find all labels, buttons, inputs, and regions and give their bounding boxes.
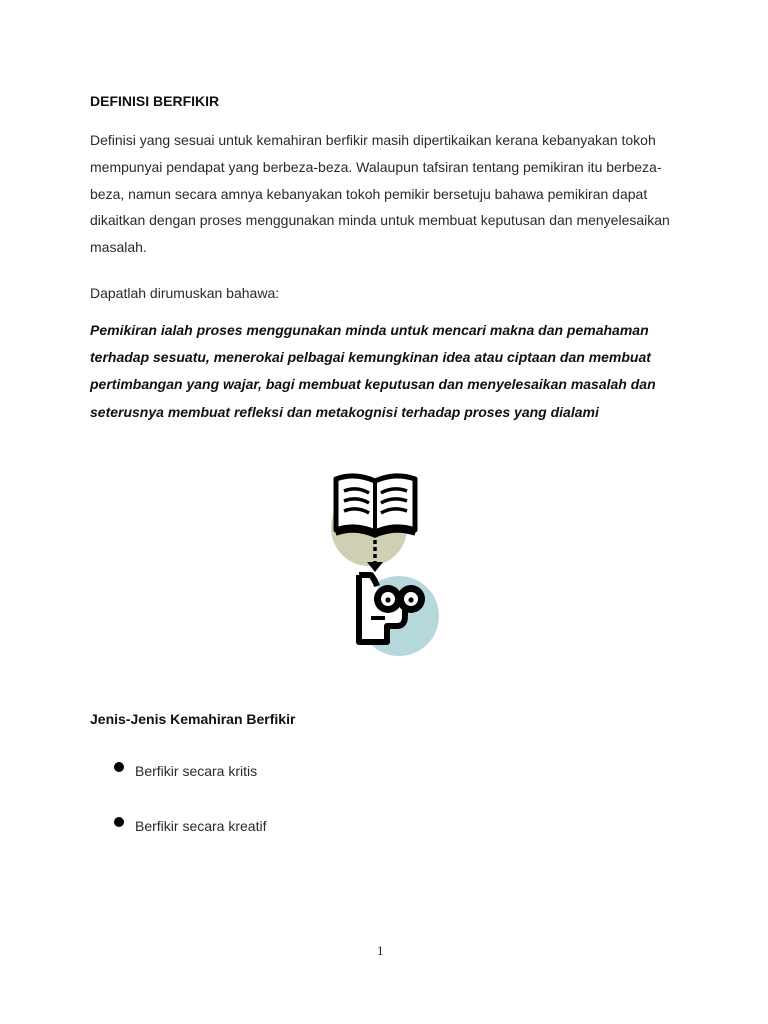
definition-paragraph: Pemikiran ialah proses menggunakan minda untuk mencari makna dan pemahaman terhadap sesuatu, menerokai pelbagai kemungkinan idea atau ciptaan dan membuat pertimbangan yang wajar, bagi membuat keputusan dan menyelesaikan masalah dan seterusnya membuat refleksi dan metakognisi terhadap proses yang dialami xyxy=(90,322,656,420)
intro-paragraph: Definisi yang sesuai untuk kemahiran berfikir masih dipertikaikan kerana kebanyakan tokoh mempunyai pendapat yang berbeza-beza. Walaupun tafsiran tentang pemikiran itu berbeza-beza, namun secara amnya kebanyakan tokoh pemikir bersetuju bahawa pemikiran dapat dikaitkan dengan proses menggunakan minda untuk membuat keputusan dan menyelesaikan masalah. xyxy=(90,132,670,256)
list-item-text: Berfikir secara kritis xyxy=(135,763,258,779)
list-item-text: Berfikir secara kreatif xyxy=(135,818,267,834)
book-to-thinking-illustration xyxy=(325,468,443,664)
open-book-icon xyxy=(336,476,415,536)
section-subheading: Jenis-Jenis Kemahiran Berfikir xyxy=(90,711,296,727)
summary-lead-paragraph: Dapatlah dirumuskan bahawa: xyxy=(90,285,280,301)
page-heading: DEFINISI BERFIKIR xyxy=(90,93,220,109)
page-number: 1 xyxy=(377,943,384,958)
bullet-icon xyxy=(114,762,124,772)
bullet-icon xyxy=(114,817,124,827)
